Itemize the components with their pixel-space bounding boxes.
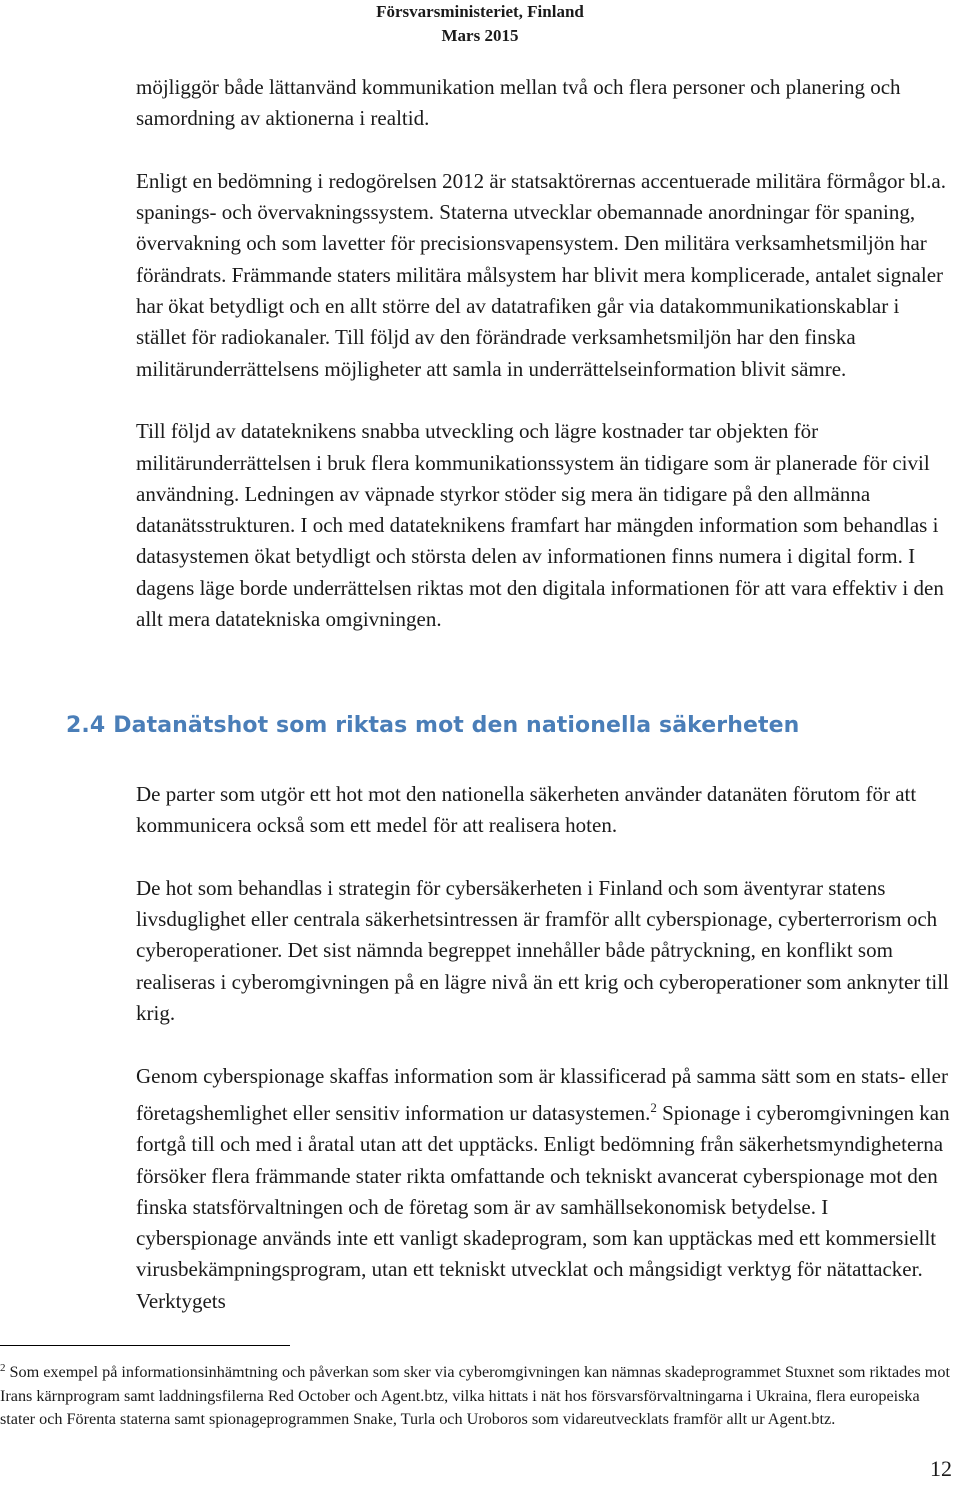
page-number: 12: [930, 1456, 952, 1481]
paragraph: möjliggör både lättanvänd kommunikation mellan två och flera personer och planering och samordning av aktionerna i realtid.: [136, 75, 901, 131]
page-header: [0, 0, 960, 48]
paragraph: De parter som utgör ett hot mot den nationella säkerheten använder datanäten förutom för att kommunicera också som ett medel för att realisera hoten.: [136, 782, 917, 838]
paragraph-text: Spionage i cyberomgivningen kan fortgå till och med i åratal utan att det upptäcks. Enligt bedömning från säkerhetsmyndigheterna försöker flera främmande stater rikta omfattande och tekniskt avancerat cyberspionage mot den finska statsförvaltningen och de företag som är av samhällsekonomisk betydelse. I cyberspionage används inte ett vanligt skadeprogram, som kan upptäckas med ett kommersiellt virusbekämpningsprogram, utan ett tekniskt utvecklat och mångsidigt verktyg för nätattacker. Verktygets: [136, 1100, 950, 1313]
footnote-text: Som exempel på informationsinhämtning och påverkan som sker via cyberomgivningen kan nämnas skadeprogrammet Stuxnet som riktades mot Irans kärnprogram samt laddningsfilerna Red October och Agent.btz, vilka hittats i nät hos försvarsförvaltningarna i Ukraina, flera europeiska stater och Förenta staterna samt spionageprogrammen Snake, Turla och Uroboros som vidareutvecklats framför allt ur Agent.btz.: [0, 1363, 950, 1428]
footnote-reference[interactable]: 2: [650, 1099, 657, 1115]
footnote-divider: [0, 1345, 290, 1346]
paragraph: Till följd av datateknikens snabba utveckling och lägre kostnader tar objekten för militärunderrättelsen i bruk flera kommunikationssystem än tidigare som är planerade för civil användning. Ledningen av väpnade styrkor stöder sig mera än tidigare på den allmänna datanätsstrukturen. I och med datateknikens framfart har mängden information som behandlas i datasystemen ökat betydligt och största delen av informationen finns numera i digital form. I dagens läge borde underrättelsen riktas mot den digitala informationen för att vara effektiv i den allt mera datatekniska omgivningen.: [136, 419, 944, 632]
section-heading: [66, 713, 799, 738]
paragraph: De hot som behandlas i strategin för cybersäkerheten i Finland och som äventyrar statens livsduglighet eller centrala säkerhetsintressen är framför allt cyberspionage, cyberterrorism och cyberoperationer. Det sist nämnda begreppet innehåller både påtryckning, en konflikt som realiseras i cyberomgivningen på en lägre nivå än ett krig och cyberoperationer som anknyter till krig.: [136, 875, 949, 1026]
body-text-top: [136, 72, 954, 667]
paragraph: Enligt en bedömning i redogörelsen 2012 är statsaktörernas accentuerade militära förmågor bl.a. spanings- och övervakningssystem. Staterna utvecklar obemannade anordningar för spaning, övervakning och som lavetter för precisionsvapensystem. Den militära verksamhetsmiljön har förändrats. Främmande staters militära målsystem har blivit mera komplicerade, antalet signaler har ökat betydligt och en allt större del av datatrafiken går via datakommunikationskablar i stället för radiokanaler. Till följd av den förändrade verksamhetsmiljön har den finska militärunderrättelsens möjligheter att samla in underrättelseinformation blivit sämre.: [136, 168, 946, 381]
header-org: Försvarsministeriet, Finland: [376, 2, 584, 21]
section-number: 2.4: [66, 713, 106, 738]
footnote: [0, 1357, 950, 1432]
paragraph-text: Genom cyberspionage skaffas information som är klassificerad på samma sätt som en stats- eller företagshemlighet eller sensitiv information ur datasystemen.: [136, 1063, 948, 1125]
footnote-number: 2: [0, 1362, 6, 1374]
body-text-section: [136, 779, 954, 1348]
paragraph-with-footnote-ref: [136, 1061, 954, 1317]
section-title: Datanätshot som riktas mot den nationella säkerheten: [113, 713, 800, 738]
header-date: Mars 2015: [441, 26, 519, 45]
